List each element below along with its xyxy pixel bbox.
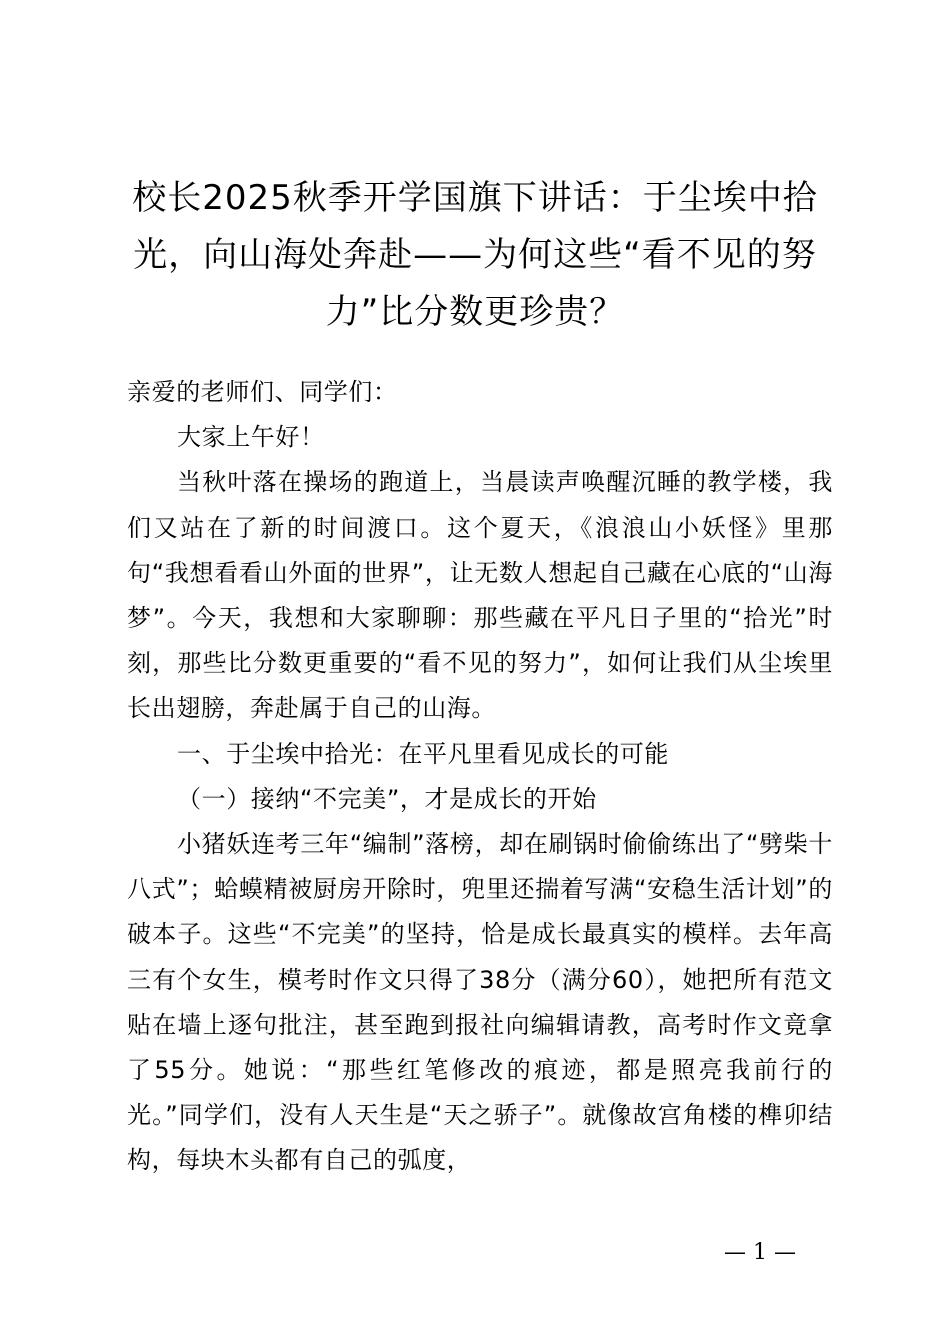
body-paragraph: 小猪妖连考三年“编制”落榜，却在刷锅时偷偷练出了“劈柴十八式”；蛤蟆精被厨房开除时，兜里还揣着写满“安稳生活计划”的破本子。这些“不完美”的坚持，恰是成长最真实的模样。去年高三有个女生，模考时作文只得了38分（满分60），她把所有范文贴在墙上逐句批注，甚至跑到报社向编辑请教，高考时作文竟拿了55分。她说：“那些红笔修改的痕迹，都是照亮我前行的光。”同学们，没有人天生是“天之骄子”。就像故宫角楼的榫卯结构，每块木头都有自己的弧度， [127,830,833,1175]
page-number: — 1 — [724,1240,796,1265]
subsection-heading: （一）接纳“不完美”，才是成长的开始 [177,784,597,813]
document-body [127,370,833,1184]
section-heading: 一、于尘埃中拾光：在平凡里看见成长的可能 [177,739,669,768]
salutation: 亲爱的老师们、同学们： [127,378,398,406]
intro-paragraph: 当秋叶落在操场的跑道上，当晨读声唤醒沉睡的教学楼，我们又站在了新的时间渡口。这个夏天，《浪浪山小妖怪》里那句“我想看看山外面的世界”，让无数人想起自己藏在心底的“山海梦”。今天，我想和大家聊聊：那些藏在平凡日子里的“拾光”时刻，那些比分数更重要的“看不见的努力”，如何让我们从尘埃里长出翅膀，奔赴属于自己的山海。 [127,468,833,723]
greeting: 大家上午好！ [177,423,325,452]
document-title: 校长2025秋季开学国旗下讲话：于尘埃中拾光，向山海处奔赴——为何这些“看不见的努力”比分数更珍贵？ [132,178,818,332]
